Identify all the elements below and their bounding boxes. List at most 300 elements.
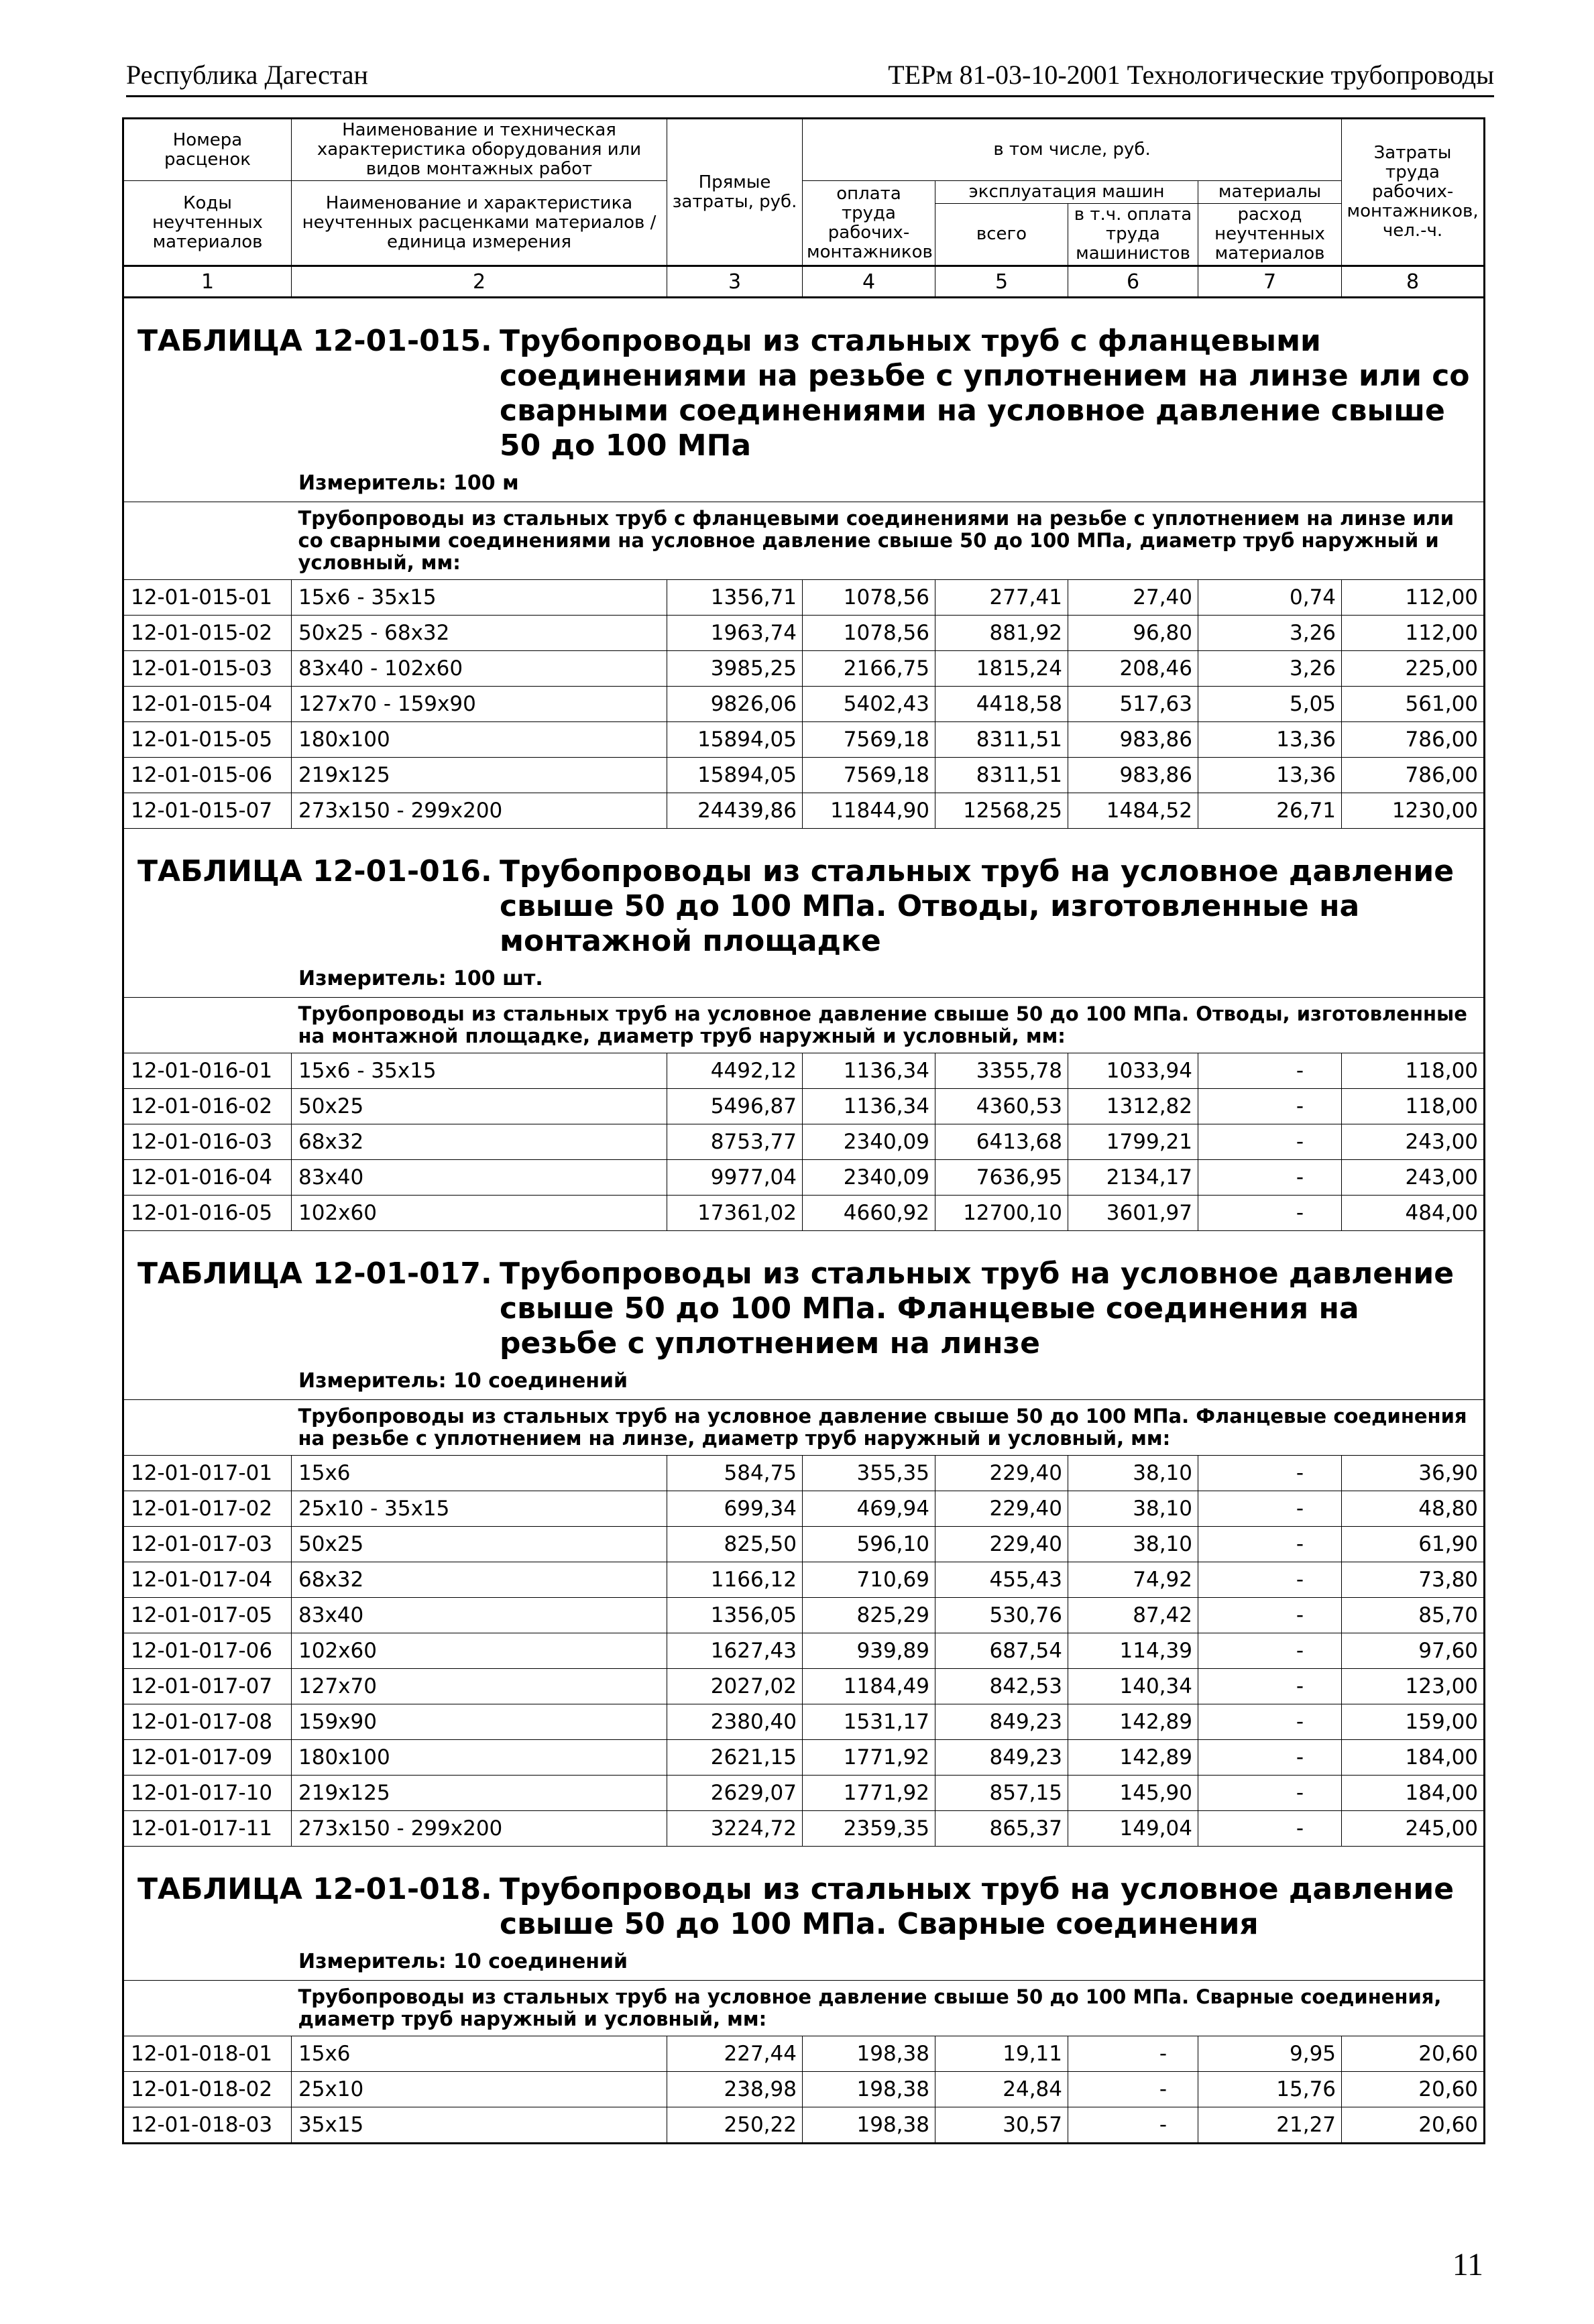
labor-cost-cell: 5402,43 xyxy=(803,687,935,722)
column-number: 3 xyxy=(667,266,803,298)
rate-code-cell: 12-01-015-01 xyxy=(123,580,292,616)
labor-hours-cell: 118,00 xyxy=(1342,1089,1485,1124)
direct-cost-cell: 3985,25 xyxy=(667,651,803,687)
material-cell: - xyxy=(1198,1053,1342,1089)
section-measure-row xyxy=(123,1944,1485,1981)
rate-code-cell: 12-01-018-02 xyxy=(123,2072,292,2107)
labor-hours-cell: 118,00 xyxy=(1342,1053,1485,1089)
table-row xyxy=(123,1491,1485,1527)
rate-code-cell: 12-01-017-08 xyxy=(123,1704,292,1740)
size-cell: 35х15 xyxy=(292,2107,667,2144)
labor-cost-cell: 2166,75 xyxy=(803,651,935,687)
size-cell: 102х60 xyxy=(292,1196,667,1231)
labor-cost-cell: 1771,92 xyxy=(803,1776,935,1811)
labor-hours-cell: 225,00 xyxy=(1342,651,1485,687)
size-cell: 159х90 xyxy=(292,1704,667,1740)
operator-cost-cell: 517,63 xyxy=(1068,687,1198,722)
size-cell: 273х150 - 299х200 xyxy=(292,793,667,829)
labor-hours-cell: 20,60 xyxy=(1342,2072,1485,2107)
section-title xyxy=(137,1872,1475,1942)
section-measure xyxy=(123,466,1485,502)
table-row xyxy=(123,1089,1485,1124)
operator-cost-cell: 142,89 xyxy=(1068,1704,1198,1740)
machine-cost-cell: 687,54 xyxy=(935,1633,1068,1669)
labor-hours-cell: 159,00 xyxy=(1342,1704,1485,1740)
section-title xyxy=(137,1257,1475,1361)
direct-cost-cell: 5496,87 xyxy=(667,1089,803,1124)
operator-cost-cell: 1312,82 xyxy=(1068,1089,1198,1124)
description-spacer-cell xyxy=(123,1981,292,2036)
column-number: 4 xyxy=(803,266,935,298)
direct-cost-cell: 1356,05 xyxy=(667,1598,803,1633)
size-cell: 102х60 xyxy=(292,1633,667,1669)
machine-cost-cell: 455,43 xyxy=(935,1562,1068,1598)
direct-cost-cell: 15894,05 xyxy=(667,722,803,758)
table-row xyxy=(123,2107,1485,2144)
table-row xyxy=(123,1196,1485,1231)
size-cell: 83х40 xyxy=(292,1598,667,1633)
machine-cost-cell: 30,57 xyxy=(935,2107,1068,2144)
rate-code-cell: 12-01-018-01 xyxy=(123,2036,292,2072)
direct-cost-cell: 825,50 xyxy=(667,1527,803,1562)
labor-cost-cell: 2340,09 xyxy=(803,1160,935,1196)
material-cell: 0,74 xyxy=(1198,580,1342,616)
labor-hours-cell: 112,00 xyxy=(1342,616,1485,651)
size-cell: 50х25 xyxy=(292,1527,667,1562)
rate-code-cell: 12-01-017-04 xyxy=(123,1562,292,1598)
labor-cost-cell: 825,29 xyxy=(803,1598,935,1633)
header-work-description: Наименование и техническая характеристика оборудования или видов монтажных работ xyxy=(292,119,667,181)
machine-cost-cell: 229,40 xyxy=(935,1491,1068,1527)
machine-cost-cell: 6413,68 xyxy=(935,1124,1068,1160)
labor-hours-cell: 85,70 xyxy=(1342,1598,1485,1633)
section-measure-row xyxy=(123,466,1485,502)
direct-cost-cell: 2621,15 xyxy=(667,1740,803,1776)
material-cell: - xyxy=(1198,1196,1342,1231)
operator-cost-cell: 3601,97 xyxy=(1068,1196,1198,1231)
column-number: 1 xyxy=(123,266,292,298)
material-cell: 5,05 xyxy=(1198,687,1342,722)
table-row xyxy=(123,651,1485,687)
direct-cost-cell: 15894,05 xyxy=(667,758,803,793)
labor-hours-cell: 561,00 xyxy=(1342,687,1485,722)
section-title-row xyxy=(123,1859,1485,1944)
material-cell: 15,76 xyxy=(1198,2072,1342,2107)
labor-cost-cell: 4660,92 xyxy=(803,1196,935,1231)
section-title-text: Трубопроводы из стальных труб на условное давление свыше 50 до 100 МПа. Фланцевые соединения на резьбе с уплотнением на линзе xyxy=(500,1257,1455,1360)
section-table-code: ТАБЛИЦА 12-01-016. xyxy=(137,854,492,888)
section-description-row xyxy=(123,1981,1485,2036)
description-spacer-cell xyxy=(123,1400,292,1456)
section-title-text: Трубопроводы из стальных труб с фланцевыми соединениями на резьбе с уплотнением на линзе или со сварными соединениями на условное давление свыше 50 до 100 МПа xyxy=(500,324,1470,463)
direct-cost-cell: 2629,07 xyxy=(667,1776,803,1811)
header-machine-operation: эксплуатация машин xyxy=(935,181,1198,204)
labor-cost-cell: 2359,35 xyxy=(803,1811,935,1847)
rate-code-cell: 12-01-017-05 xyxy=(123,1598,292,1633)
header-operator-pay: в т.ч. оплата труда машинистов xyxy=(1068,204,1198,266)
section-title-text: Трубопроводы из стальных труб на условное давление свыше 50 до 100 МПа. Сварные соединения xyxy=(500,1872,1455,1941)
material-cell: 3,26 xyxy=(1198,651,1342,687)
material-cell: - xyxy=(1198,1811,1342,1847)
size-cell: 15х6 - 35х15 xyxy=(292,1053,667,1089)
table-header xyxy=(123,119,1485,298)
section-title-cell xyxy=(123,1243,1485,1364)
section-description: Трубопроводы из стальных труб на условное давление свыше 50 до 100 МПа. Отводы, изготовленные на монтажной площадке, диаметр труб наружный и условный, мм: xyxy=(292,998,1485,1053)
section-measure xyxy=(123,1944,1485,1981)
operator-cost-cell: 114,39 xyxy=(1068,1633,1198,1669)
machine-cost-cell: 1815,24 xyxy=(935,651,1068,687)
table-row xyxy=(123,1053,1485,1089)
size-cell: 273х150 - 299х200 xyxy=(292,1811,667,1847)
material-cell: - xyxy=(1198,1740,1342,1776)
section-spacer-cell xyxy=(123,829,1485,841)
measure-unit: 10 соединений xyxy=(453,1369,628,1393)
size-cell: 68х32 xyxy=(292,1124,667,1160)
size-cell: 83х40 xyxy=(292,1160,667,1196)
labor-cost-cell: 1136,34 xyxy=(803,1053,935,1089)
column-number: 5 xyxy=(935,266,1068,298)
section-title-cell xyxy=(123,310,1485,466)
material-cell: 26,71 xyxy=(1198,793,1342,829)
labor-hours-cell: 73,80 xyxy=(1342,1562,1485,1598)
table-row xyxy=(123,1562,1485,1598)
material-cell: - xyxy=(1198,1491,1342,1527)
header-worker-pay: оплата труда рабочих-монтажников xyxy=(803,181,935,266)
operator-cost-cell: 140,34 xyxy=(1068,1669,1198,1704)
labor-hours-cell: 48,80 xyxy=(1342,1491,1485,1527)
operator-cost-cell: 145,90 xyxy=(1068,1776,1198,1811)
operator-cost-cell: 87,42 xyxy=(1068,1598,1198,1633)
size-cell: 50х25 - 68х32 xyxy=(292,616,667,651)
operator-cost-cell: 142,89 xyxy=(1068,1740,1198,1776)
operator-cost-cell: 96,80 xyxy=(1068,616,1198,651)
table-row xyxy=(123,1776,1485,1811)
table-row xyxy=(123,1160,1485,1196)
labor-cost-cell: 1184,49 xyxy=(803,1669,935,1704)
material-cell: - xyxy=(1198,1160,1342,1196)
size-cell: 180х100 xyxy=(292,722,667,758)
section-spacer xyxy=(123,1231,1485,1244)
material-cell: - xyxy=(1198,1704,1342,1740)
direct-cost-cell: 24439,86 xyxy=(667,793,803,829)
machine-cost-cell: 12568,25 xyxy=(935,793,1068,829)
size-cell: 127х70 - 159х90 xyxy=(292,687,667,722)
operator-cost-cell: - xyxy=(1068,2072,1198,2107)
measure-unit: 100 м xyxy=(453,471,519,495)
material-cell: - xyxy=(1198,1633,1342,1669)
labor-hours-cell: 786,00 xyxy=(1342,758,1485,793)
direct-cost-cell: 227,44 xyxy=(667,2036,803,2072)
section-spacer-cell xyxy=(123,1847,1485,1859)
operator-cost-cell: 1799,21 xyxy=(1068,1124,1198,1160)
section-title xyxy=(137,324,1475,463)
material-cell: - xyxy=(1198,1598,1342,1633)
size-cell: 15х6 xyxy=(292,2036,667,2072)
labor-cost-cell: 1136,34 xyxy=(803,1089,935,1124)
operator-cost-cell: 38,10 xyxy=(1068,1456,1198,1491)
rate-code-cell: 12-01-017-01 xyxy=(123,1456,292,1491)
material-cell: - xyxy=(1198,1456,1342,1491)
machine-cost-cell: 12700,10 xyxy=(935,1196,1068,1231)
labor-hours-cell: 97,60 xyxy=(1342,1633,1485,1669)
direct-cost-cell: 1166,12 xyxy=(667,1562,803,1598)
section-description: Трубопроводы из стальных труб с фланцевыми соединениями на резьбе с уплотнением на линзе или со сварными соединениями на условное давление свыше 50 до 100 МПа, диаметр труб наружный и условный, мм: xyxy=(292,502,1485,580)
labor-hours-cell: 112,00 xyxy=(1342,580,1485,616)
direct-cost-cell: 250,22 xyxy=(667,2107,803,2144)
header-labor-hours: Затраты труда рабочих-монтажников, чел.-ч. xyxy=(1342,119,1485,266)
header-direct-costs: Прямые затраты, руб. xyxy=(667,119,803,266)
material-cell: 13,36 xyxy=(1198,758,1342,793)
rate-code-cell: 12-01-016-04 xyxy=(123,1160,292,1196)
material-cell: 13,36 xyxy=(1198,722,1342,758)
direct-cost-cell: 1963,74 xyxy=(667,616,803,651)
machine-cost-cell: 229,40 xyxy=(935,1456,1068,1491)
size-cell: 127х70 xyxy=(292,1669,667,1704)
direct-cost-cell: 17361,02 xyxy=(667,1196,803,1231)
rate-code-cell: 12-01-017-07 xyxy=(123,1669,292,1704)
labor-cost-cell: 1531,17 xyxy=(803,1704,935,1740)
rate-code-cell: 12-01-017-10 xyxy=(123,1776,292,1811)
direct-cost-cell: 1627,43 xyxy=(667,1633,803,1669)
operator-cost-cell: 208,46 xyxy=(1068,651,1198,687)
table-row xyxy=(123,2036,1485,2072)
machine-cost-cell: 881,92 xyxy=(935,616,1068,651)
section-table-code: ТАБЛИЦА 12-01-018. xyxy=(137,1872,492,1906)
rate-code-cell: 12-01-017-09 xyxy=(123,1740,292,1776)
material-cell: - xyxy=(1198,1562,1342,1598)
labor-hours-cell: 184,00 xyxy=(1342,1776,1485,1811)
section-spacer-cell xyxy=(123,298,1485,311)
machine-cost-cell: 849,23 xyxy=(935,1740,1068,1776)
labor-hours-cell: 786,00 xyxy=(1342,722,1485,758)
labor-cost-cell: 198,38 xyxy=(803,2036,935,2072)
labor-hours-cell: 123,00 xyxy=(1342,1669,1485,1704)
material-cell: 3,26 xyxy=(1198,616,1342,651)
operator-cost-cell: 38,10 xyxy=(1068,1491,1198,1527)
rates-table xyxy=(122,117,1485,2144)
material-cell: - xyxy=(1198,1089,1342,1124)
section-measure xyxy=(123,1364,1485,1400)
direct-cost-cell: 2380,40 xyxy=(667,1704,803,1740)
machine-cost-cell: 3355,78 xyxy=(935,1053,1068,1089)
measure-label: Измеритель: xyxy=(298,471,447,495)
section-table-code: ТАБЛИЦА 12-01-015. xyxy=(137,324,492,358)
labor-hours-cell: 20,60 xyxy=(1342,2107,1485,2144)
direct-cost-cell: 699,34 xyxy=(667,1491,803,1527)
labor-hours-cell: 245,00 xyxy=(1342,1811,1485,1847)
machine-cost-cell: 7636,95 xyxy=(935,1160,1068,1196)
machine-cost-cell: 4418,58 xyxy=(935,687,1068,722)
size-cell: 219х125 xyxy=(292,758,667,793)
table-row xyxy=(123,1704,1485,1740)
operator-cost-cell: 2134,17 xyxy=(1068,1160,1198,1196)
labor-cost-cell: 939,89 xyxy=(803,1633,935,1669)
rate-code-cell: 12-01-015-04 xyxy=(123,687,292,722)
section-description: Трубопроводы из стальных труб на условное давление свыше 50 до 100 МПа. Сварные соединения, диаметр труб наружный и условный, мм: xyxy=(292,1981,1485,2036)
measure-label: Измеритель: xyxy=(298,1950,447,1973)
labor-hours-cell: 1230,00 xyxy=(1342,793,1485,829)
size-cell: 83х40 - 102х60 xyxy=(292,651,667,687)
labor-cost-cell: 198,38 xyxy=(803,2072,935,2107)
labor-cost-cell: 710,69 xyxy=(803,1562,935,1598)
size-cell: 68х32 xyxy=(292,1562,667,1598)
direct-cost-cell: 9826,06 xyxy=(667,687,803,722)
header-machine-total: всего xyxy=(935,204,1068,266)
rate-code-cell: 12-01-015-02 xyxy=(123,616,292,651)
machine-cost-cell: 24,84 xyxy=(935,2072,1068,2107)
section-spacer-cell xyxy=(123,1231,1485,1244)
header-region: Республика Дагестан xyxy=(126,60,368,90)
rate-code-cell: 12-01-015-03 xyxy=(123,651,292,687)
section-description-row xyxy=(123,998,1485,1053)
direct-cost-cell: 238,98 xyxy=(667,2072,803,2107)
machine-cost-cell: 8311,51 xyxy=(935,722,1068,758)
table-row xyxy=(123,616,1485,651)
labor-hours-cell: 184,00 xyxy=(1342,1740,1485,1776)
header-column-numbers xyxy=(123,266,1485,298)
column-number: 6 xyxy=(1068,266,1198,298)
labor-cost-cell: 596,10 xyxy=(803,1527,935,1562)
column-number: 7 xyxy=(1198,266,1342,298)
size-cell: 180х100 xyxy=(292,1740,667,1776)
machine-cost-cell: 277,41 xyxy=(935,580,1068,616)
description-spacer-cell xyxy=(123,502,292,580)
operator-cost-cell: 149,04 xyxy=(1068,1811,1198,1847)
operator-cost-cell: - xyxy=(1068,2036,1198,2072)
measure-label: Измеритель: xyxy=(298,967,447,990)
labor-cost-cell: 1771,92 xyxy=(803,1740,935,1776)
direct-cost-cell: 4492,12 xyxy=(667,1053,803,1089)
column-number: 8 xyxy=(1342,266,1485,298)
labor-cost-cell: 7569,18 xyxy=(803,722,935,758)
machine-cost-cell: 849,23 xyxy=(935,1704,1068,1740)
direct-cost-cell: 1356,71 xyxy=(667,580,803,616)
machine-cost-cell: 4360,53 xyxy=(935,1089,1068,1124)
operator-cost-cell: 27,40 xyxy=(1068,580,1198,616)
section-spacer xyxy=(123,298,1485,311)
running-header xyxy=(126,56,1494,97)
section-measure-row xyxy=(123,1364,1485,1400)
table-row xyxy=(123,758,1485,793)
machine-cost-cell: 842,53 xyxy=(935,1669,1068,1704)
rate-code-cell: 12-01-017-06 xyxy=(123,1633,292,1669)
labor-cost-cell: 469,94 xyxy=(803,1491,935,1527)
machine-cost-cell: 8311,51 xyxy=(935,758,1068,793)
measure-unit: 10 соединений xyxy=(453,1950,628,1973)
section-title xyxy=(137,854,1475,959)
machine-cost-cell: 865,37 xyxy=(935,1811,1068,1847)
machine-cost-cell: 857,15 xyxy=(935,1776,1068,1811)
table-row xyxy=(123,1811,1485,1847)
direct-cost-cell: 3224,72 xyxy=(667,1811,803,1847)
measure-unit: 100 шт. xyxy=(453,967,543,990)
direct-cost-cell: 8753,77 xyxy=(667,1124,803,1160)
section-title-row xyxy=(123,1243,1485,1364)
size-cell: 50х25 xyxy=(292,1089,667,1124)
table-body xyxy=(123,298,1485,2144)
table-row xyxy=(123,1527,1485,1562)
table-row xyxy=(123,1740,1485,1776)
labor-cost-cell: 355,35 xyxy=(803,1456,935,1491)
section-title-row xyxy=(123,310,1485,466)
rate-code-cell: 12-01-017-03 xyxy=(123,1527,292,1562)
table-row xyxy=(123,1124,1485,1160)
material-cell: 9,95 xyxy=(1198,2036,1342,2072)
size-cell: 15х6 xyxy=(292,1456,667,1491)
section-title-text: Трубопроводы из стальных труб на условное давление свыше 50 до 100 МПа. Отводы, изготовленные на монтажной площадке xyxy=(500,854,1455,958)
operator-cost-cell: 74,92 xyxy=(1068,1562,1198,1598)
labor-hours-cell: 61,90 xyxy=(1342,1527,1485,1562)
rate-code-cell: 12-01-018-03 xyxy=(123,2107,292,2144)
size-cell: 25х10 xyxy=(292,2072,667,2107)
table-row xyxy=(123,793,1485,829)
labor-cost-cell: 11844,90 xyxy=(803,793,935,829)
section-title-row xyxy=(123,841,1485,962)
labor-cost-cell: 198,38 xyxy=(803,2107,935,2144)
section-spacer xyxy=(123,1847,1485,1859)
labor-hours-cell: 243,00 xyxy=(1342,1124,1485,1160)
direct-cost-cell: 9977,04 xyxy=(667,1160,803,1196)
labor-hours-cell: 20,60 xyxy=(1342,2036,1485,2072)
rate-code-cell: 12-01-015-07 xyxy=(123,793,292,829)
size-cell: 25х10 - 35х15 xyxy=(292,1491,667,1527)
header-material-codes: Коды неучтенных материалов xyxy=(123,181,292,266)
material-cell: - xyxy=(1198,1124,1342,1160)
section-measure-row xyxy=(123,962,1485,998)
page-number: 11 xyxy=(1452,2247,1483,2282)
operator-cost-cell: 1033,94 xyxy=(1068,1053,1198,1089)
table-row xyxy=(123,1669,1485,1704)
table-row xyxy=(123,2072,1485,2107)
section-description-row xyxy=(123,1400,1485,1456)
labor-cost-cell: 1078,56 xyxy=(803,616,935,651)
rate-code-cell: 12-01-016-02 xyxy=(123,1089,292,1124)
rate-code-cell: 12-01-017-11 xyxy=(123,1811,292,1847)
direct-cost-cell: 584,75 xyxy=(667,1456,803,1491)
measure-label: Измеритель: xyxy=(298,1369,447,1393)
table-row xyxy=(123,1456,1485,1491)
header-rate-numbers: Номера расценок xyxy=(123,119,292,181)
operator-cost-cell: 983,86 xyxy=(1068,758,1198,793)
operator-cost-cell: 983,86 xyxy=(1068,722,1198,758)
material-cell: - xyxy=(1198,1527,1342,1562)
labor-hours-cell: 243,00 xyxy=(1342,1160,1485,1196)
table-row xyxy=(123,1633,1485,1669)
labor-hours-cell: 484,00 xyxy=(1342,1196,1485,1231)
section-description: Трубопроводы из стальных труб на условное давление свыше 50 до 100 МПа. Фланцевые соединения на резьбе с уплотнением на линзе, диаметр труб наружный и условный, мм: xyxy=(292,1400,1485,1456)
section-title-cell xyxy=(123,1859,1485,1944)
section-title-cell xyxy=(123,841,1485,962)
size-cell: 15х6 - 35х15 xyxy=(292,580,667,616)
direct-cost-cell: 2027,02 xyxy=(667,1669,803,1704)
table-row xyxy=(123,722,1485,758)
section-spacer xyxy=(123,829,1485,841)
operator-cost-cell: - xyxy=(1068,2107,1198,2144)
material-cell: - xyxy=(1198,1669,1342,1704)
machine-cost-cell: 229,40 xyxy=(935,1527,1068,1562)
header-material-consumption: расход неучтенных материалов xyxy=(1198,204,1342,266)
rate-code-cell: 12-01-015-05 xyxy=(123,722,292,758)
header-including: в том числе, руб. xyxy=(803,119,1342,181)
operator-cost-cell: 38,10 xyxy=(1068,1527,1198,1562)
section-measure xyxy=(123,962,1485,998)
header-materials: материалы xyxy=(1198,181,1342,204)
rate-code-cell: 12-01-017-02 xyxy=(123,1491,292,1527)
size-cell: 219х125 xyxy=(292,1776,667,1811)
rate-code-cell: 12-01-016-01 xyxy=(123,1053,292,1089)
rate-code-cell: 12-01-016-05 xyxy=(123,1196,292,1231)
header-material-description: Наименование и характеристика неучтенных расценками материалов / единица измерения xyxy=(292,181,667,266)
